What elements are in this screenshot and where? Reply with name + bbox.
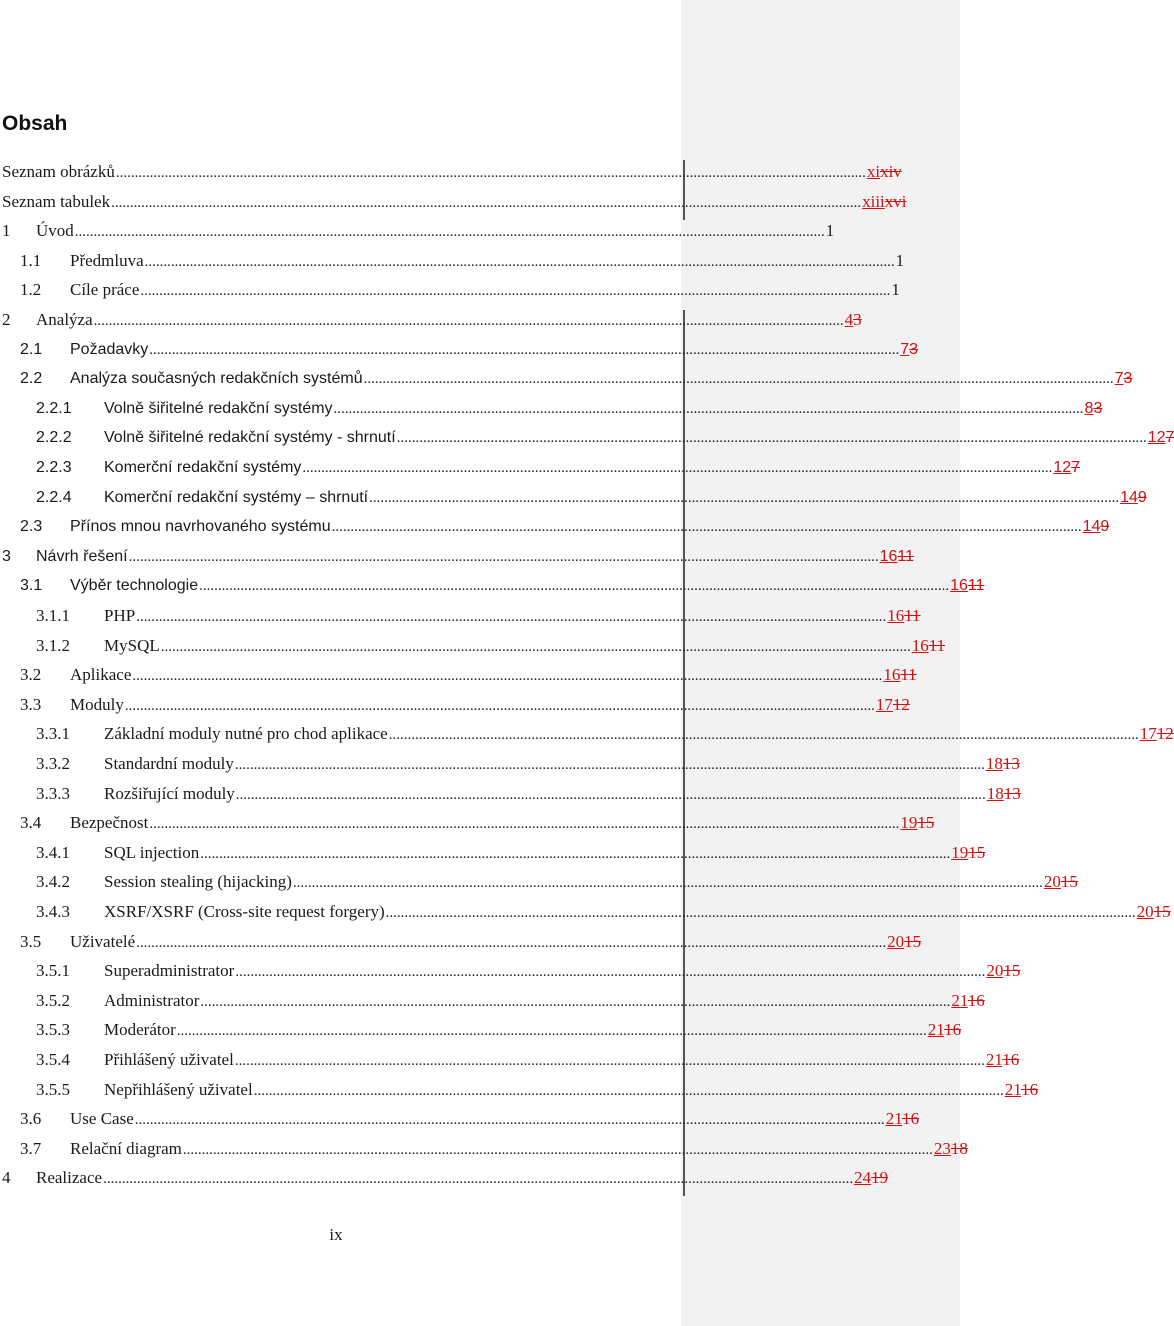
toc-entry[interactable] — [2, 190, 907, 214]
inserted-page-number: 19 — [900, 813, 918, 833]
deleted-page-number: 16 — [967, 990, 985, 1010]
toc-entry-number: 3.1.2 — [36, 635, 70, 655]
inserted-page-number: 21 — [927, 1020, 945, 1040]
inserted-page-number: 12 — [1147, 429, 1166, 447]
dot-leader: ........................................................................................................................................................................................................ — [396, 430, 1147, 447]
inserted-page-number: 21 — [985, 1050, 1003, 1069]
deleted-page-number: 3 — [853, 310, 862, 329]
toc-entry-number: 3.5.1 — [36, 961, 70, 981]
toc-entry[interactable] — [36, 722, 1174, 746]
inserted-page-number: 4 — [844, 310, 854, 329]
deleted-page-number: 7 — [1165, 429, 1174, 447]
deleted-page-number: 16 — [1002, 1050, 1020, 1069]
toc-entry-title: Administrator — [104, 990, 200, 1010]
toc-entry-title: Analýza — [36, 310, 93, 329]
toc-entry[interactable] — [20, 663, 917, 687]
toc-entry-page — [845, 308, 862, 332]
toc-entry-title: Požadavky — [70, 340, 149, 358]
toc-entry[interactable] — [36, 959, 1021, 983]
toc-entry-page — [951, 841, 985, 865]
toc-entry-number: 3.5.5 — [36, 1079, 70, 1099]
toc-entry-title: Seznam obrázků — [2, 162, 115, 181]
toc-entry-number: 2 — [2, 310, 11, 329]
toc-entry-number: 1.1 — [20, 250, 42, 270]
inserted-page-number: 7 — [1114, 370, 1124, 388]
dot-leader: ........................................................................................................................................................................................................ — [144, 253, 895, 270]
toc-entry-title: Cíle práce — [70, 280, 140, 300]
toc-entry[interactable] — [2, 219, 835, 243]
toc-entry[interactable] — [20, 693, 910, 717]
toc-entry-number: 2.1 — [20, 340, 43, 358]
deleted-page-number: 15 — [1060, 872, 1078, 892]
toc-entry[interactable] — [36, 634, 946, 658]
toc-entry-number: 1.2 — [20, 280, 42, 300]
deleted-page-number: 16 — [902, 1109, 920, 1129]
toc-entry-number: 3.3.1 — [36, 724, 70, 744]
toc-entry[interactable] — [36, 841, 986, 865]
inserted-page-number: 20 — [1043, 872, 1061, 892]
inserted-page-number: 17 — [875, 694, 893, 714]
deleted-page-number: 11 — [897, 547, 914, 565]
toc-entry[interactable] — [36, 397, 1103, 421]
deleted-page-number: 12 — [892, 694, 910, 714]
deleted-page-number: 19 — [871, 1168, 889, 1188]
toc-entry-title: Aplikace — [70, 665, 132, 685]
toc-entry-page — [1044, 870, 1078, 894]
toc-entry-page — [854, 1166, 888, 1190]
toc-entry-page — [900, 811, 934, 835]
toc-entry-number: 2.2.2 — [36, 429, 72, 447]
inserted-page-number: 7 — [900, 340, 910, 358]
dot-leader: ........................................................................................................................................................................................................ — [253, 1082, 1004, 1099]
deleted-page-number: 3 — [909, 340, 919, 358]
toc-entry-page — [951, 989, 984, 1013]
toc-entry-number: 2.3 — [20, 518, 43, 536]
toc-entry-number: 2.2.1 — [36, 399, 72, 417]
toc-entry[interactable] — [20, 930, 922, 954]
deleted-page-number: 18 — [950, 1138, 968, 1158]
inserted-page-number: 8 — [1084, 399, 1094, 417]
dot-leader: ........................................................................................................................................................................................................ — [128, 548, 879, 565]
deleted-page-number: 15 — [904, 931, 922, 951]
toc-entry[interactable] — [20, 249, 905, 273]
inserted-page-number: 16 — [950, 577, 968, 595]
toc-entry-page — [912, 634, 945, 658]
deleted-page-number: 15 — [968, 842, 986, 862]
toc-entry-title: Moderátor — [104, 1020, 176, 1040]
toc-entry-title: Seznam tabulek — [2, 191, 111, 211]
toc-entry[interactable] — [36, 426, 1174, 450]
toc-entry-number: 3.6 — [20, 1109, 42, 1129]
toc-entry[interactable] — [36, 604, 921, 628]
toc-entry-number: 3.4.2 — [36, 872, 70, 892]
dot-leader: ........................................................................................................................................................................................................ — [140, 283, 891, 300]
toc-entry-title: Uživatelé — [70, 931, 136, 951]
toc-entry[interactable] — [36, 870, 1078, 894]
dot-leader: ........................................................................................................................................................................................................ — [234, 1053, 985, 1069]
toc-entry-number: 3.5 — [20, 931, 42, 951]
toc-entry-number: 3.1.1 — [36, 606, 70, 625]
toc-entry-title: Volně šiřitelné redakční systémy — [104, 399, 333, 417]
deleted-page-number: xiv — [880, 162, 902, 181]
inserted-page-number: 24 — [854, 1168, 872, 1188]
toc-entry-number: 3.4.1 — [36, 842, 70, 862]
toc-entry-page — [1120, 486, 1147, 510]
toc-entry[interactable] — [20, 367, 1133, 391]
toc-entry-number: 2.2.3 — [36, 459, 72, 476]
toc-entry-page — [934, 1137, 968, 1161]
page-number: 1 — [895, 250, 905, 270]
dot-leader: ........................................................................................................................................................................................................ — [385, 905, 1136, 921]
page-number-footer: ix — [329, 1225, 343, 1244]
dot-leader: ........................................................................................................................................................................................................ — [124, 697, 875, 714]
toc-entry-page — [826, 219, 835, 243]
dot-leader: ........................................................................................................................................................................................................ — [292, 875, 1043, 892]
inserted-page-number: 21 — [1004, 1079, 1022, 1099]
toc-entry-title: Session stealing (hijacking) — [104, 872, 292, 892]
dot-leader: ........................................................................................................................................................................................................ — [136, 934, 887, 951]
toc-entry-number: 2.2.4 — [36, 488, 72, 506]
dot-leader: ........................................................................................................................................................................................................ — [132, 668, 883, 685]
toc-entry[interactable] — [36, 1018, 962, 1042]
dot-leader: ........................................................................................................................................................................................................ — [388, 727, 1139, 744]
inserted-page-number: 16 — [887, 606, 905, 625]
toc-entry-page — [986, 752, 1020, 776]
toc-entry[interactable] — [20, 1107, 920, 1131]
toc-entry-number: 4 — [2, 1168, 11, 1188]
toc-entry-title: Superadministrator — [104, 961, 235, 981]
toc-entry-page — [867, 160, 902, 184]
dot-leader: ........................................................................................................................................................................................................ — [200, 845, 951, 862]
toc-entry-title: SQL injection — [104, 842, 200, 862]
toc-entry[interactable] — [36, 1078, 1039, 1102]
toc-entry-page — [950, 574, 984, 598]
toc-entry-title: PHP — [104, 606, 136, 625]
dot-leader: ........................................................................................................................................................................................................ — [176, 1023, 927, 1040]
toc-entry[interactable] — [36, 1048, 1020, 1072]
toc-entry-title: Analýza současných redakčních systémů — [70, 370, 363, 388]
dot-leader: ........................................................................................................................................................................................................ — [103, 1171, 854, 1188]
toc-entry-number: 3.3 — [20, 694, 42, 714]
inserted-page-number: 21 — [885, 1109, 903, 1129]
dot-leader: ........................................................................................................................................................................................................ — [200, 993, 951, 1010]
toc-entry-page — [880, 545, 914, 569]
toc-entry-title: Standardní moduly — [104, 754, 234, 773]
toc-entry-number: 3.5.4 — [36, 1050, 70, 1069]
toc-entry-page — [862, 190, 906, 214]
toc-entry-number: 3.7 — [20, 1138, 42, 1158]
dot-leader: ........................................................................................................................................................................................................ — [302, 460, 1053, 476]
toc-entry-title: Přínos mnou navrhovaného systému — [70, 518, 331, 536]
deleted-page-number: 15 — [917, 813, 935, 833]
dot-leader: ........................................................................................................................................................................................................ — [234, 757, 985, 773]
toc-entry-title: Moduly — [70, 694, 124, 714]
toc-entry[interactable] — [2, 545, 914, 569]
inserted-page-number: 23 — [933, 1138, 951, 1158]
toc-entry[interactable] — [20, 278, 900, 302]
dot-leader: ........................................................................................................................................................................................................ — [235, 786, 986, 803]
deleted-page-number: 9 — [1100, 518, 1110, 536]
toc-entry[interactable] — [20, 1137, 968, 1161]
inserted-page-number: 20 — [887, 931, 905, 951]
toc-entry-title: Předmluva — [70, 250, 144, 270]
inserted-page-number: 12 — [1053, 459, 1072, 476]
toc-entry-title: Rozšiřující moduly — [104, 783, 235, 803]
toc-entry[interactable] — [20, 574, 985, 598]
dot-leader: ........................................................................................................................................................................................................ — [199, 578, 950, 595]
inserted-page-number: 21 — [951, 990, 968, 1010]
toc-entry-title: Komerční redakční systémy – shrnutí — [104, 488, 369, 506]
deleted-page-number: 15 — [1153, 902, 1171, 921]
dot-leader: ........................................................................................................................................................................................................ — [182, 1141, 933, 1158]
deleted-page-number: 15 — [1003, 961, 1021, 981]
inserted-page-number: 14 — [1082, 518, 1101, 536]
toc-entry-page — [1137, 900, 1171, 924]
page-number: 1 — [891, 280, 900, 300]
toc-entry-page — [886, 1107, 919, 1131]
inserted-page-number: xi — [866, 162, 881, 181]
inserted-page-number: 16 — [911, 635, 929, 655]
dot-leader: ........................................................................................................................................................................................................ — [331, 519, 1082, 536]
toc-entry-page — [1115, 367, 1133, 391]
toc-entry-page — [986, 1048, 1019, 1072]
toc-entry-number: 1 — [2, 221, 11, 241]
toc-entry-number: 3 — [2, 547, 11, 565]
deleted-page-number: 13 — [1003, 783, 1021, 803]
inserted-page-number: 20 — [986, 961, 1004, 981]
inserted-page-number: 16 — [879, 547, 898, 565]
toc-entry-title: Bezpečnost — [70, 813, 149, 833]
toc-entry[interactable] — [20, 811, 935, 835]
toc-entry-title: Realizace — [36, 1168, 103, 1188]
deleted-page-number: xvi — [884, 191, 907, 211]
toc-entry[interactable] — [20, 338, 919, 362]
toc-entry-title: Přihlášený uživatel — [104, 1050, 234, 1069]
toc-entry-number: 3.5.3 — [36, 1020, 70, 1040]
dot-leader: ........................................................................................................................................................................................................ — [134, 1112, 885, 1129]
toc-entry-number: 3.3.2 — [36, 754, 70, 773]
inserted-page-number: 19 — [951, 842, 969, 862]
toc-entry[interactable] — [2, 308, 862, 332]
deleted-page-number: 11 — [900, 665, 917, 685]
toc-entry-title: Výběr technologie — [70, 577, 199, 595]
dot-leader: ........................................................................................................................................................................................................ — [363, 371, 1114, 388]
deleted-page-number: 11 — [928, 635, 946, 655]
deleted-page-number: 12 — [1156, 724, 1174, 744]
toc-entry[interactable] — [2, 160, 902, 184]
toc-entry-number: 3.1 — [20, 577, 43, 595]
dot-leader: ........................................................................................................................................................................................................ — [136, 609, 887, 625]
toc-entry[interactable] — [36, 900, 1171, 924]
toc-entry[interactable] — [2, 1166, 889, 1190]
toc-entry-page — [883, 663, 916, 687]
dot-leader: ........................................................................................................................................................................................................ — [115, 165, 866, 181]
toc-entry-page — [887, 930, 921, 954]
inserted-page-number: 20 — [1136, 902, 1154, 921]
toc-entry-number: 3.5.2 — [36, 990, 70, 1010]
dot-leader: ........................................................................................................................................................................................................ — [111, 194, 862, 211]
dot-leader: ........................................................................................................................................................................................................ — [160, 638, 911, 655]
toc-entry-page — [1148, 426, 1174, 450]
toc-entry[interactable] — [36, 486, 1147, 510]
toc-entry-number: 2.2 — [20, 370, 43, 388]
toc-entry-page — [1083, 515, 1110, 539]
inserted-page-number: 16 — [883, 665, 901, 685]
inserted-page-number: xiii — [862, 191, 885, 211]
deleted-page-number: 16 — [944, 1020, 962, 1040]
toc-entry-title: Volně šiřitelné redakční systémy - shrnutí — [104, 429, 396, 447]
toc-entry-page — [1053, 456, 1080, 480]
toc-entry[interactable] — [20, 515, 1110, 539]
toc-entry-title: Základní moduly nutné pro chod aplikace — [104, 724, 388, 744]
toc-entry-page — [1005, 1078, 1038, 1102]
toc-entry[interactable] — [36, 989, 985, 1013]
inserted-page-number: 18 — [985, 754, 1003, 773]
inserted-page-number: 14 — [1120, 488, 1138, 506]
toc-entry-number: 3.4 — [20, 813, 42, 833]
toc-heading: Obsah — [2, 112, 68, 135]
toc-entry-title: Úvod — [36, 221, 74, 241]
deleted-page-number: 13 — [1002, 754, 1020, 773]
deleted-page-number: 11 — [967, 577, 985, 595]
toc-entry-number: 3.2 — [20, 665, 42, 685]
dot-leader: ........................................................................................................................................................................................................ — [333, 400, 1084, 417]
deleted-page-number: 16 — [1021, 1079, 1039, 1099]
toc-entry[interactable] — [36, 752, 1020, 776]
toc-entry-page — [887, 604, 920, 628]
toc-entry-title: Relační diagram — [70, 1138, 182, 1158]
toc-entry-title: Návrh řešení — [36, 547, 128, 565]
deleted-page-number: 11 — [904, 606, 921, 625]
deleted-page-number: 3 — [1123, 370, 1133, 388]
dot-leader: ........................................................................................................................................................................................................ — [93, 313, 844, 329]
toc-entry-title: XSRF/XSRF (Cross-site request forgery) — [104, 902, 385, 921]
inserted-page-number: 18 — [986, 783, 1004, 803]
toc-entry-page — [876, 693, 910, 717]
inserted-page-number: 17 — [1139, 724, 1157, 744]
toc-entry-title: Komerční redakční systémy — [104, 459, 302, 476]
toc-entry-page — [900, 338, 918, 362]
toc-entry-title: Use Case — [70, 1109, 134, 1129]
toc-entry-page — [987, 782, 1021, 806]
page-number: 1 — [825, 221, 835, 241]
toc-entry-number: 3.4.3 — [36, 902, 70, 921]
toc-entry-title: MySQL — [104, 635, 160, 655]
toc-entry-number: 3.3.3 — [36, 783, 70, 803]
toc-entry-page — [986, 959, 1020, 983]
deleted-page-number: 7 — [1071, 459, 1081, 476]
dot-leader: ........................................................................................................................................................................................................ — [369, 489, 1120, 506]
toc-entry-page — [928, 1018, 961, 1042]
toc-entry-title: Nepřihlášený uživatel — [104, 1079, 253, 1099]
toc-entry-page — [1140, 722, 1174, 746]
toc-entry[interactable] — [36, 782, 1021, 806]
dot-leader: ........................................................................................................................................................................................................ — [235, 964, 986, 981]
dot-leader: ........................................................................................................................................................................................................ — [149, 816, 900, 833]
dot-leader: ........................................................................................................................................................................................................ — [74, 224, 825, 241]
deleted-page-number: 9 — [1137, 488, 1147, 506]
deleted-page-number: 3 — [1093, 399, 1103, 417]
dot-leader: ........................................................................................................................................................................................................ — [149, 341, 900, 358]
toc-entry-page — [896, 249, 905, 273]
toc-entry[interactable] — [36, 456, 1081, 480]
toc-entry-page — [1085, 397, 1103, 421]
toc-entry-page — [891, 278, 900, 302]
